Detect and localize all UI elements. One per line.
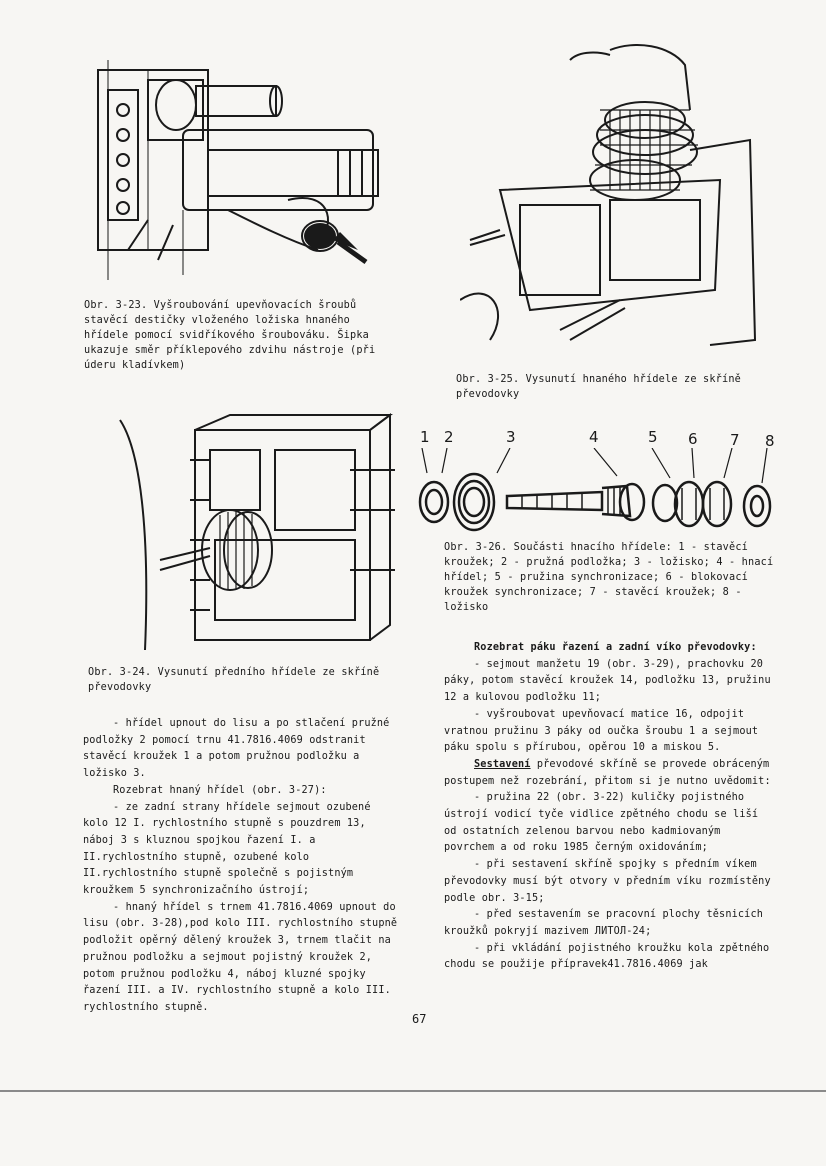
- figure-3-26-label-5: 5: [648, 428, 658, 446]
- figure-3-26-label-1: 1: [420, 428, 430, 446]
- right-item-1: - sejmout manžetu 19 (obr. 3-29), prachovku 20 páky, potom stavěcí kroužek 14, podložku 13, pružinu 12 a kulovou podložku 11;: [444, 658, 771, 704]
- figure-3-26-label-3: 3: [506, 428, 516, 446]
- right-item-5: - před sestavením se pracovní plochy těsnicích kroužků pokryjí mazivem ЛИТОЛ-24;: [444, 909, 764, 937]
- bottom-rule: [0, 1090, 826, 1092]
- assembly-paragraph: [444, 757, 772, 790]
- left-paragraph-3: - ze zadní strany hřídele sejmout ozubené kolo 12 I. rychlostního stupně s pouzdrem 13, náboj 3 s kluznou spojkou řazení I. a II.rychlostního stupně, ozubené kolo II.rychlostního stupně společně s pojistným kroužkem 5 synchronizačního ústrojí;: [83, 801, 371, 897]
- left-paragraph-4: - hnaný hřídel s trnem 41.7816.4069 upnout do lisu (obr. 3-28),pod kolo III. rychlostního stupně podložit opěrný dělený kroužek 3, trnem tlačit na pružnou podložku a sejmout pojistný kroužek 2, potom pružnou podložku 4, náboj kluzné spojky řazení III. a IV. rychlostního stupně a kolo III. rychlostního stupně.: [83, 901, 398, 1013]
- figure-3-25: [460, 40, 760, 360]
- assembly-rest: převodové skříně se provede obráceným postupem než rozebrání, přitom si je nutno uvědomit:: [444, 758, 771, 787]
- figure-3-25-drawing: [460, 40, 760, 360]
- left-paragraph-2: Rozebrat hnaný hřídel (obr. 3-27):: [113, 784, 327, 796]
- figure-3-23: [88, 50, 388, 290]
- figure-3-26-label-8: 8: [765, 432, 775, 450]
- page-number: 67: [412, 1012, 427, 1026]
- figure-3-26-label-4: 4: [589, 428, 599, 446]
- figure-3-24-drawing: [100, 410, 400, 660]
- figure-3-26: [412, 448, 782, 536]
- figure-3-25-caption: Obr. 3-25. Vysunutí hnaného hřídele ze skříně převodovky: [456, 374, 742, 400]
- right-item-4: - při sestavení skříně spojky s předním víkem převodovky musí být otvory v předním víku rozmístěny podle obr. 3-15;: [444, 859, 771, 904]
- right-item-6: - při vkládání pojistného kroužku kola zpětného chodu se použije přípravek41.7816.4069 jak: [444, 942, 770, 971]
- figure-3-26-label-6: 6: [688, 430, 698, 448]
- right-item-3: - pružina 22 (obr. 3-22) kuličky pojistného ústrojí vodicí tyče vidlice zpětného chodu se liší od ostatních zelenou barvou nebo kadmiovaným povrchem a od roku 1985 černým oxidováním;: [444, 792, 759, 854]
- figure-3-26-drawing: [412, 448, 782, 536]
- figure-3-23-drawing: [88, 50, 388, 290]
- figure-3-24-caption: Obr. 3-24. Vysunutí předního hřídele ze skříně převodovky: [88, 667, 380, 693]
- figure-3-26-label-2: 2: [444, 428, 454, 446]
- figure-3-23-caption: Obr. 3-23. Vyšroubování upevňovacích šroubů stavěcí destičky vloženého ložiska hnaného hřídele pomocí svidříkového šroubováku. Šipka ukazuje směr příklepového zdvihu nástroje (při úderu kladívkem): [84, 300, 376, 371]
- right-heading: Rozebrat páku řazení a zadní víko převodovky:: [474, 642, 757, 653]
- left-paragraph-1: - hřídel upnout do lisu a po stlačení pružné podložky 2 pomocí trnu 41.7816.4069 odstranit stavěcí kroužek 1 a potom pružnou podložku a ložisko 3.: [83, 718, 390, 780]
- figure-3-26-label-7: 7: [730, 431, 740, 449]
- assembly-word: Sestavení: [474, 758, 531, 770]
- figure-3-26-caption: Obr. 3-26. Součásti hnacího hřídele: 1 - stavěcí kroužek; 2 - pružná podložka; 3 - ložisko; 4 - hnací hřídel; 5 - pružina synchronizace; 6 - blokovací kroužek synchronizace; 7 - stavěcí kroužek; 8 - ložisko: [444, 542, 774, 613]
- figure-3-24: [100, 410, 400, 660]
- right-column: [444, 640, 772, 974]
- left-column: [83, 716, 401, 1017]
- right-item-2: - vyšroubovat upevňovací matice 16, odpojit vratnou pružinu 3 páky od oučka šroubu 1 a sejmout páku spolu s přírubou, opěrou 10 a miskou 5.: [444, 708, 759, 754]
